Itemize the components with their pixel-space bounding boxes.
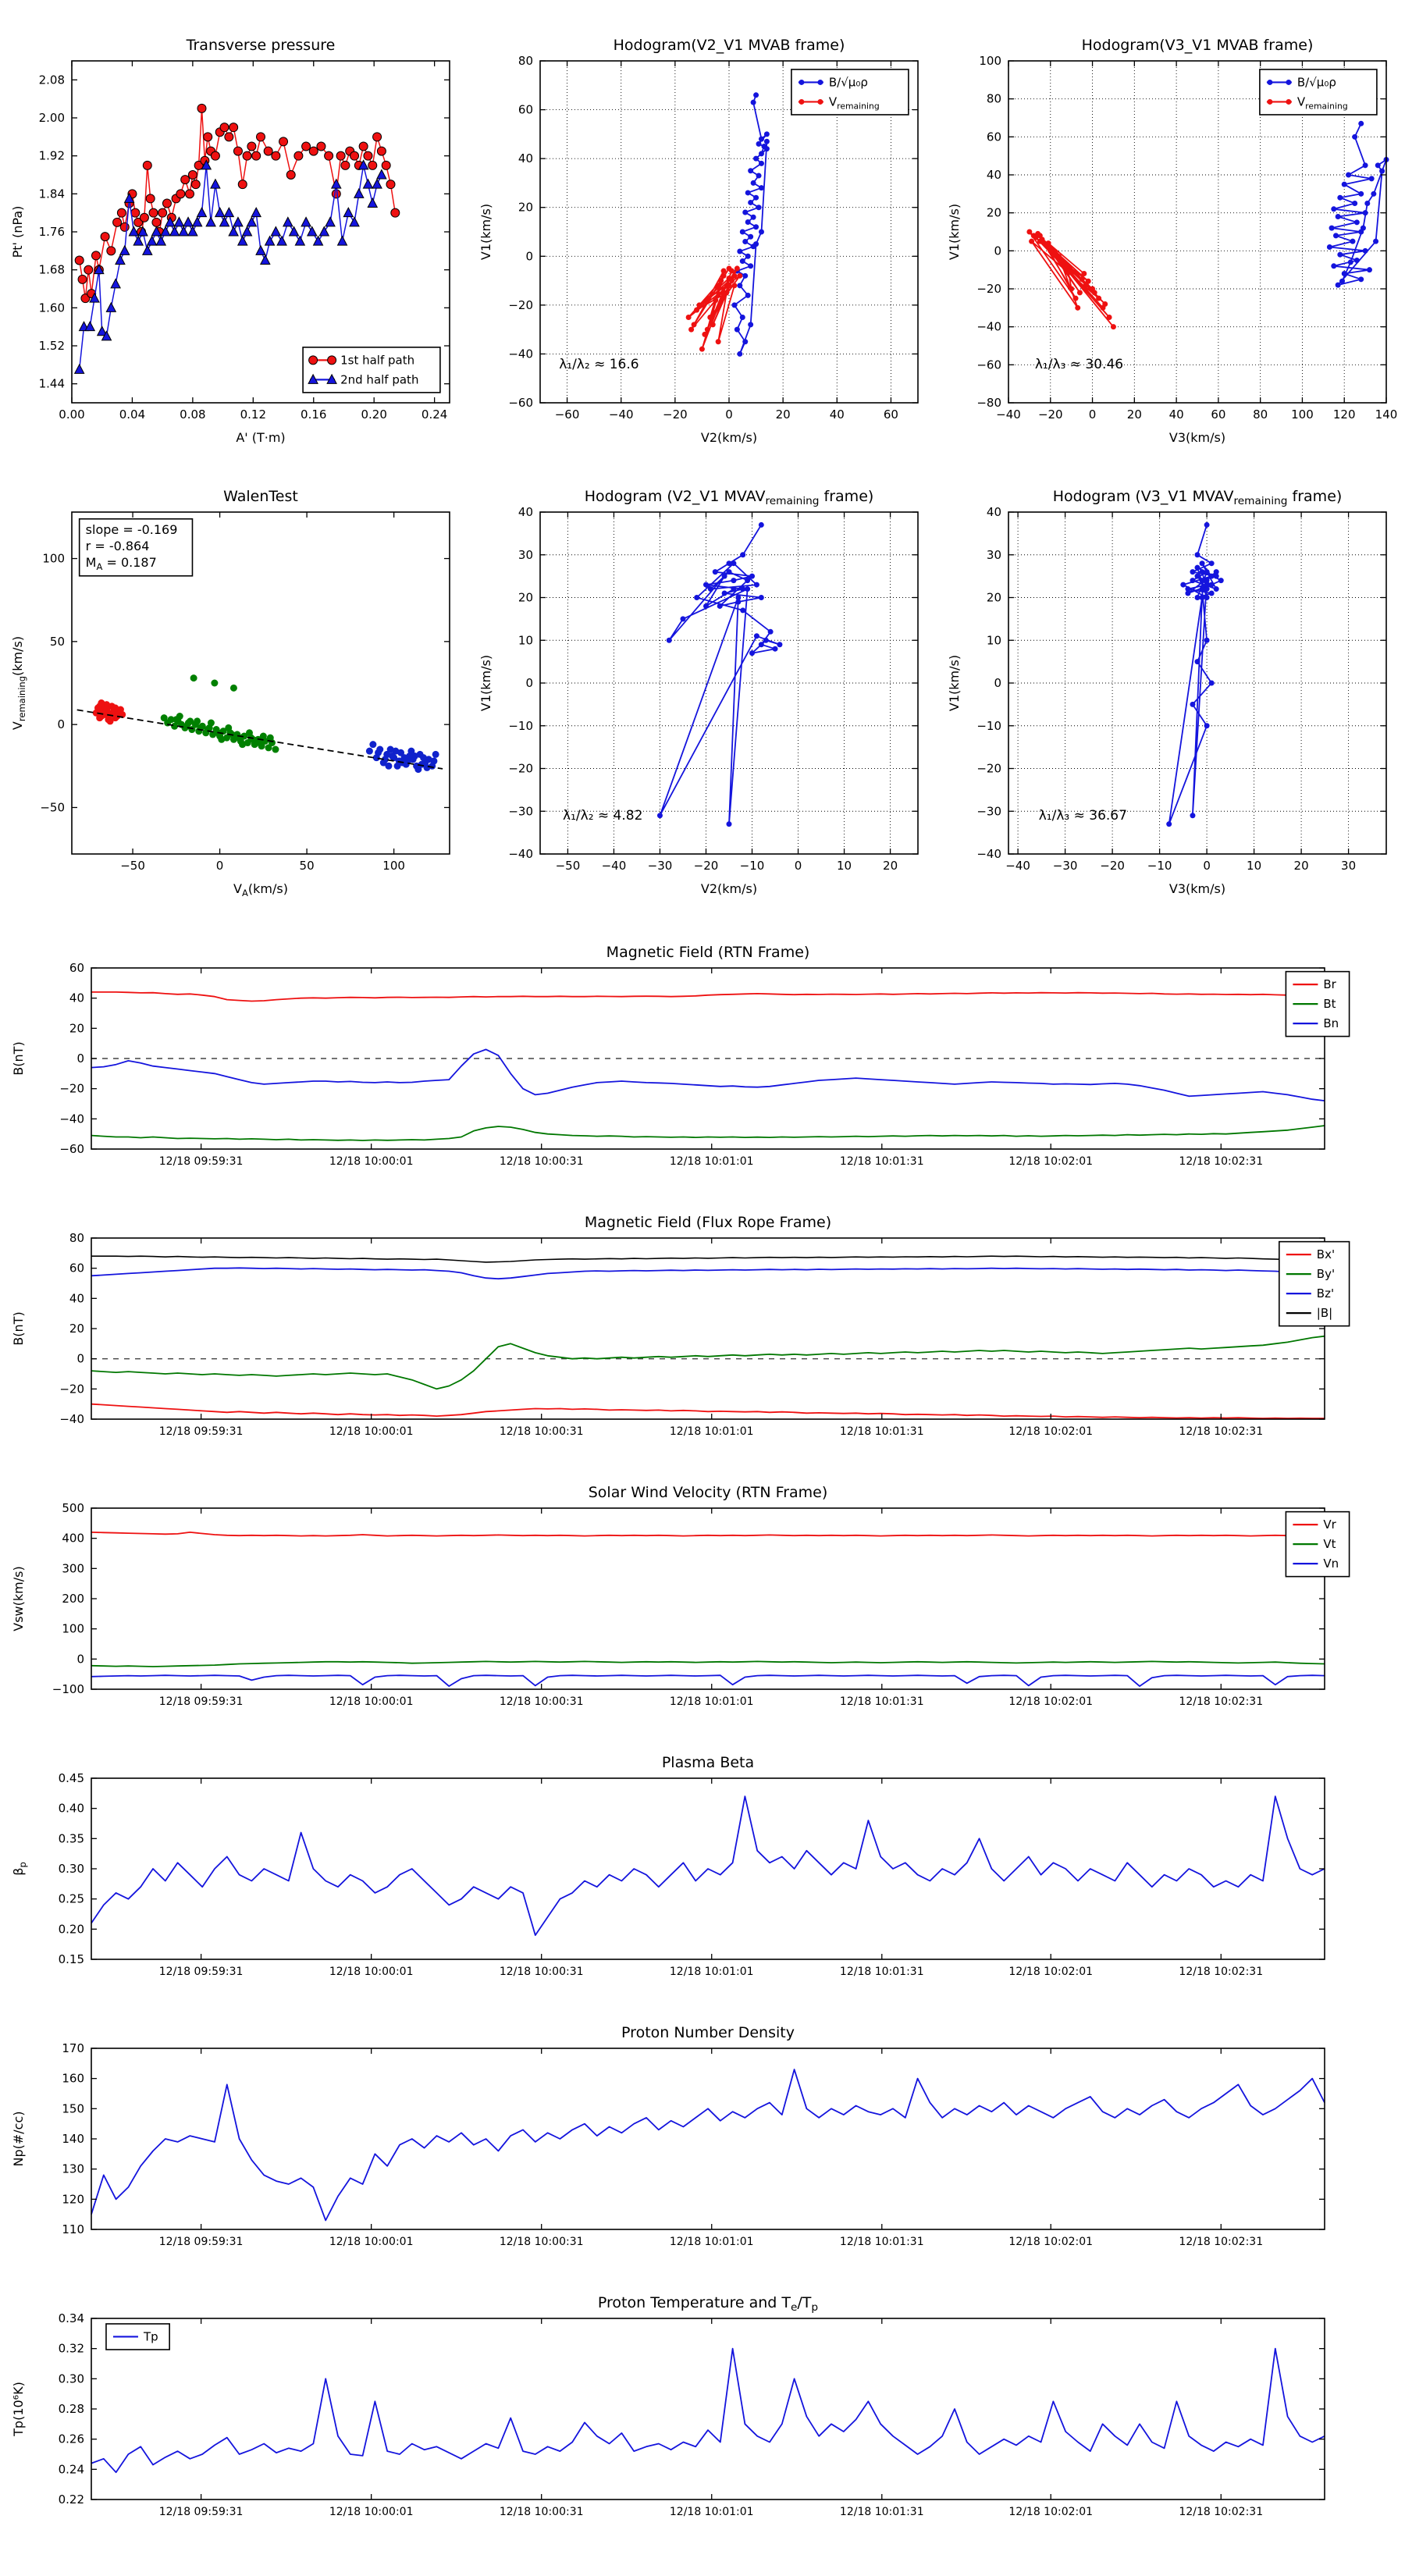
series-fit line [77, 710, 443, 769]
series-B over sqrt(mu0 rho) [1166, 522, 1224, 827]
series-B over sqrt(mu0 rho) [657, 522, 782, 827]
y-tick-label: 300 [62, 1561, 84, 1576]
series-Tp [91, 2349, 1325, 2473]
x-axis-label: A' (T·m) [236, 430, 286, 445]
y-tick-label: 0.30 [58, 2371, 84, 2386]
y-tick-label: 0 [994, 676, 1001, 690]
x-axis-label: V3(km/s) [1168, 881, 1226, 896]
x-tick-label: 12/18 10:01:31 [839, 2236, 924, 2248]
x-tick-label: 12/18 09:59:31 [158, 1966, 244, 1978]
x-tick-label: 120 [1332, 407, 1356, 422]
legend-label: Bz' [1316, 1286, 1335, 1301]
y-tick-label: 160 [62, 2071, 84, 2086]
y-tick-label: 140 [62, 2132, 84, 2146]
series-Vr [91, 1532, 1325, 1536]
y-tick-label: 10 [986, 633, 1001, 648]
y-tick-label: 40 [986, 505, 1001, 519]
y-axis-label: V1(km/s) [478, 203, 493, 261]
y-tick-label: 0.24 [58, 2462, 84, 2477]
y-tick-label: 60 [69, 1261, 84, 1276]
x-tick-label: −20 [663, 407, 688, 422]
y-tick-label: 0.45 [58, 1771, 84, 1785]
y-tick-label: 1.60 [38, 301, 65, 315]
x-tick-label: 140 [1375, 407, 1398, 422]
chart-proton-temperature [4, 2287, 1401, 2537]
annotation: λ₁/λ₂ ≈ 4.82 [563, 808, 643, 824]
x-tick-label: −60 [554, 407, 580, 422]
x-tick-label: −50 [555, 859, 581, 873]
series-Bt [91, 1126, 1325, 1140]
stats-box [80, 519, 193, 576]
series-first half [93, 699, 126, 724]
y-tick-label: 0 [525, 676, 533, 690]
y-tick-label: 40 [69, 991, 84, 1005]
y-tick-label: −40 [508, 347, 533, 361]
y-tick-label: 0 [76, 1652, 84, 1667]
chart-title: Plasma Beta [661, 1754, 755, 1771]
chart-walen-test [3, 471, 464, 902]
x-axis-label: V2(km/s) [700, 430, 758, 445]
y-tick-label: 0.20 [58, 1922, 84, 1937]
y-tick-label: −40 [59, 1112, 84, 1126]
x-tick-label: 12/18 10:02:31 [1179, 2236, 1264, 2248]
y-tick-label: −80 [976, 396, 1001, 410]
x-tick-label: 12/18 10:00:31 [499, 2506, 584, 2518]
x-tick-label: 10 [837, 859, 852, 873]
y-tick-label: 2.08 [38, 73, 65, 87]
chart-proton-number-density [4, 2017, 1401, 2267]
y-tick-label: −40 [976, 319, 1001, 334]
legend-label: Vt [1323, 1537, 1336, 1552]
chart-magnetic-field-rtn [4, 937, 1401, 1187]
series-B over sqrt(mu0 rho) [1327, 121, 1389, 288]
series-middle [161, 674, 279, 753]
x-tick-label: 0 [1203, 859, 1211, 873]
x-tick-label: 0 [794, 859, 802, 873]
x-tick-label: 12/18 10:01:01 [669, 1425, 754, 1438]
x-tick-label: 12/18 10:02:01 [1008, 1966, 1094, 1978]
x-tick-label: 60 [883, 407, 898, 422]
legend [1260, 69, 1377, 115]
y-tick-label: 20 [986, 590, 1001, 605]
series-V remaining [1026, 229, 1116, 330]
x-tick-label: −20 [1037, 407, 1063, 422]
x-tick-label: 0.20 [361, 407, 387, 422]
legend-label: $V_{remaining}$ [828, 94, 880, 112]
y-axis-label: $\beta_p$ [11, 1862, 28, 1876]
legend-label: 2nd half path [340, 372, 419, 387]
x-tick-label: 12/18 10:01:31 [839, 1966, 924, 1978]
y-tick-label: 1.44 [38, 376, 65, 391]
scatter-row-2 [0, 471, 1405, 902]
y-tick-label: 170 [62, 2041, 84, 2055]
y-tick-label: 0.40 [58, 1801, 84, 1816]
series-Vt [91, 1661, 1325, 1667]
y-tick-label: −10 [976, 718, 1001, 733]
legend-label: By' [1316, 1267, 1336, 1282]
legend-label: Vr [1323, 1517, 1336, 1532]
y-tick-label: 0 [76, 1051, 84, 1066]
y-tick-label: 20 [69, 1322, 84, 1336]
legend [303, 347, 440, 393]
x-tick-label: 12/18 10:02:01 [1008, 2506, 1094, 2518]
y-axis-label: Vsw(km/s) [11, 1566, 26, 1631]
y-tick-label: −10 [508, 718, 533, 733]
y-tick-label: 0.15 [58, 1952, 84, 1966]
y-tick-label: 80 [69, 1231, 84, 1245]
x-tick-label: 12/18 09:59:31 [158, 2236, 244, 2248]
legend-label: Bn [1323, 1016, 1339, 1031]
y-tick-label: −20 [976, 282, 1001, 296]
y-tick-label: 400 [62, 1531, 84, 1546]
x-tick-label: 12/18 10:00:31 [499, 2236, 584, 2248]
x-tick-label: 12/18 10:00:31 [499, 1425, 584, 1438]
x-tick-label: 12/18 09:59:31 [158, 1695, 244, 1708]
chart-title: Magnetic Field (Flux Rope Frame) [584, 1214, 832, 1231]
x-tick-label: 12/18 10:01:01 [669, 1695, 754, 1708]
y-tick-label: 40 [518, 505, 533, 519]
legend [1286, 1512, 1349, 1577]
chart-title: Proton Number Density [621, 2024, 795, 2041]
y-tick-label: 150 [62, 2101, 84, 2116]
y-tick-label: 1.52 [38, 339, 65, 353]
chart-title: Hodogram(V3_V1 MVAB frame) [1081, 37, 1314, 54]
x-tick-label: 0.12 [240, 407, 267, 422]
y-tick-label: −100 [52, 1682, 84, 1696]
x-tick-label: −40 [601, 859, 627, 873]
time-series-column [0, 937, 1405, 2537]
y-tick-label: 1.84 [38, 187, 65, 201]
multi-panel-figure [0, 20, 1405, 2537]
y-tick-label: 0 [525, 249, 533, 264]
x-tick-label: 12/18 10:00:01 [329, 1155, 414, 1168]
x-tick-label: −10 [739, 859, 765, 873]
chart-title: Solar Wind Velocity (RTN Frame) [588, 1484, 828, 1501]
y-tick-label: 60 [986, 130, 1001, 144]
y-tick-label: −60 [59, 1142, 84, 1156]
y-tick-label: 2.00 [38, 111, 65, 125]
y-tick-label: 1.76 [38, 225, 65, 239]
y-tick-label: −40 [59, 1412, 84, 1426]
y-tick-label: −60 [976, 358, 1001, 372]
y-tick-label: 0.34 [58, 2311, 84, 2325]
x-tick-label: 12/18 09:59:31 [158, 1155, 244, 1168]
chart-title: Hodogram(V2_V1 MVAB frame) [613, 37, 845, 54]
scatter-row-1 [0, 20, 1405, 451]
y-tick-label: 20 [518, 590, 533, 605]
legend-label: B/√μ₀ρ [828, 75, 868, 90]
y-tick-label: 0 [76, 1351, 84, 1366]
x-tick-label: 20 [1126, 407, 1142, 422]
series-beta [91, 1796, 1325, 1935]
x-tick-label: 20 [883, 859, 898, 873]
legend-label: Tp [143, 2329, 158, 2344]
y-tick-label: −30 [508, 804, 533, 819]
y-tick-label: 200 [62, 1592, 84, 1606]
annotation: λ₁/λ₂ ≈ 16.6 [559, 357, 639, 373]
y-axis-label: B(nT) [11, 1311, 26, 1346]
legend-label: Bt [1323, 997, 1336, 1012]
y-tick-label: 10 [518, 633, 533, 648]
series-Br [91, 992, 1325, 1002]
x-tick-label: 12/18 10:02:31 [1179, 1966, 1264, 1978]
y-tick-label: 120 [62, 2192, 84, 2207]
x-tick-label: 12/18 10:01:01 [669, 1966, 754, 1978]
y-axis-label: $V_{remaining}(km/s)$ [10, 635, 27, 731]
x-tick-label: 40 [1168, 407, 1184, 422]
x-tick-label: 50 [299, 859, 315, 873]
x-tick-label: −40 [996, 407, 1021, 422]
x-tick-label: 100 [1291, 407, 1314, 422]
x-tick-label: 12/18 10:01:31 [839, 1425, 924, 1438]
y-axis-label: B(nT) [11, 1041, 26, 1076]
y-tick-label: 40 [69, 1291, 84, 1306]
legend-label: 1st half path [340, 353, 415, 368]
chart-title: Hodogram (V3_V1 $MVAV_{remaining}$ frame) [1052, 488, 1343, 507]
x-tick-label: 10 [1247, 859, 1262, 873]
y-tick-label: 0.22 [58, 2492, 84, 2507]
x-tick-label: 12/18 10:01:31 [839, 1155, 924, 1168]
y-tick-label: 0.30 [58, 1862, 84, 1876]
x-tick-label: 12/18 10:02:31 [1179, 1425, 1264, 1438]
x-tick-label: 20 [1293, 859, 1309, 873]
x-tick-label: 12/18 10:00:31 [499, 1695, 584, 1708]
x-tick-label: 40 [829, 407, 845, 422]
chart-title: WalenTest [223, 488, 298, 505]
x-tick-label: 0.00 [59, 407, 85, 422]
series-Bz' [91, 1268, 1325, 1279]
x-tick-label: 0 [1088, 407, 1097, 422]
y-tick-label: −20 [59, 1382, 84, 1397]
svg-text:MA​ = 0.187: $M_A = 0.187$ [85, 554, 157, 572]
x-tick-label: 12/18 10:02:31 [1179, 1155, 1264, 1168]
y-axis-label: V1(km/s) [947, 203, 962, 261]
x-tick-label: 12/18 10:00:01 [329, 2236, 414, 2248]
x-tick-label: 0 [725, 407, 733, 422]
y-tick-label: −30 [976, 804, 1001, 819]
chart-magnetic-field-flux-rope [4, 1207, 1401, 1457]
svg-text:slope = -0.169: slope = -0.169 [85, 521, 178, 537]
legend-label: |B| [1316, 1306, 1333, 1321]
series-second half [366, 741, 439, 773]
x-axis-label: V3(km/s) [1168, 430, 1226, 445]
chart-plasma-beta [4, 1747, 1401, 1997]
chart-title: Transverse pressure [186, 37, 336, 54]
legend-label: $V_{remaining}$ [1297, 94, 1348, 112]
series-Vn [91, 1675, 1325, 1686]
y-tick-label: 1.92 [38, 148, 65, 163]
y-tick-label: 80 [986, 91, 1001, 106]
y-tick-label: 0.32 [58, 2341, 84, 2356]
y-axis-label: V1(km/s) [947, 654, 962, 712]
y-tick-label: −60 [508, 396, 533, 410]
x-tick-label: 12/18 10:02:31 [1179, 1695, 1264, 1708]
y-tick-label: 0.25 [58, 1891, 84, 1906]
x-tick-label: 0.04 [119, 407, 146, 422]
x-axis-label: V2(km/s) [700, 881, 758, 896]
y-tick-label: 0.28 [58, 2402, 84, 2416]
chart-title: Hodogram (V2_V1 $MVAV_{remaining}$ frame) [584, 488, 874, 507]
x-tick-label: 12/18 10:02:01 [1008, 1425, 1094, 1438]
chart-hodogram-v3v1-mvav-remaining [940, 471, 1400, 902]
y-tick-label: −20 [59, 1081, 84, 1096]
chart-hodogram-v2v1-mvav-remaining [471, 471, 932, 902]
y-tick-label: 0 [994, 244, 1001, 258]
axes [59, 2311, 1325, 2518]
x-tick-label: −30 [647, 859, 673, 873]
x-tick-label: 12/18 10:02:01 [1008, 1695, 1094, 1708]
series-1st half path [75, 104, 400, 302]
x-tick-label: 12/18 10:02:01 [1008, 2236, 1094, 2248]
x-tick-label: 80 [1253, 407, 1268, 422]
x-tick-label: 12/18 10:00:01 [329, 1966, 414, 1978]
y-tick-label: 30 [986, 547, 1001, 562]
series-Bx' [91, 1404, 1325, 1418]
x-tick-label: 12/18 10:01:01 [669, 1155, 754, 1168]
x-tick-label: 0 [215, 859, 224, 873]
y-tick-label: 20 [986, 205, 1001, 220]
x-tick-label: 12/18 10:01:31 [839, 1695, 924, 1708]
x-tick-label: −20 [693, 859, 719, 873]
chart-title: Magnetic Field (RTN Frame) [606, 944, 810, 961]
y-tick-label: 0.26 [58, 2432, 84, 2446]
x-tick-label: 12/18 10:00:01 [329, 1425, 414, 1438]
axes [62, 2041, 1325, 2248]
y-tick-label: 100 [42, 551, 65, 566]
x-tick-label: 0.08 [180, 407, 206, 422]
y-tick-label: 40 [986, 168, 1001, 182]
y-tick-label: 0 [57, 717, 65, 732]
x-tick-label: 12/18 09:59:31 [158, 1425, 244, 1438]
x-axis-label: $V_A(km/s)$ [233, 881, 288, 898]
legend [106, 2324, 169, 2350]
chart-hodogram-v2v1-mvab [471, 20, 932, 451]
x-tick-label: 0.24 [421, 407, 448, 422]
series-|B| [91, 1256, 1325, 1262]
grid [1008, 512, 1386, 854]
chart-hodogram-v3v1-mvab [940, 20, 1400, 451]
x-tick-label: −50 [120, 859, 145, 873]
y-tick-label: −20 [508, 297, 533, 312]
y-tick-label: 50 [49, 634, 65, 649]
x-tick-label: 12/18 10:02:31 [1179, 2506, 1264, 2518]
y-tick-label: 30 [518, 547, 533, 562]
x-tick-label: −10 [1147, 859, 1172, 873]
y-tick-label: 100 [62, 1621, 84, 1636]
y-tick-label: −20 [976, 761, 1001, 776]
y-tick-label: 0.35 [58, 1831, 84, 1846]
y-tick-label: 110 [62, 2222, 84, 2236]
y-tick-label: 60 [69, 961, 84, 975]
x-tick-label: 12/18 10:00:01 [329, 2506, 414, 2518]
x-tick-label: 12/18 10:01:31 [839, 2506, 924, 2518]
x-tick-label: 12/18 09:59:31 [158, 2506, 244, 2518]
annotation: λ₁/λ₃ ≈ 30.46 [1034, 357, 1124, 373]
x-tick-label: 12/18 10:00:31 [499, 1966, 584, 1978]
y-tick-label: −40 [976, 847, 1001, 861]
x-tick-label: −40 [608, 407, 634, 422]
y-tick-label: 500 [62, 1501, 84, 1515]
legend [791, 69, 909, 115]
y-tick-label: 100 [979, 54, 1001, 68]
y-axis-label: Pt' (nPa) [10, 205, 25, 258]
x-tick-label: −20 [1100, 859, 1125, 873]
chart-solar-wind-velocity-rtn [4, 1477, 1401, 1727]
y-tick-label: 1.68 [38, 262, 65, 277]
y-tick-label: −20 [508, 761, 533, 776]
x-tick-label: 30 [1341, 859, 1357, 873]
x-tick-label: −40 [1005, 859, 1030, 873]
chart-transverse-pressure [3, 20, 464, 451]
x-tick-label: 12/18 10:00:01 [329, 1695, 414, 1708]
y-tick-label: −40 [508, 847, 533, 861]
y-axis-label: V1(km/s) [478, 654, 493, 712]
x-tick-label: 100 [382, 859, 405, 873]
x-tick-label: 12/18 10:01:01 [669, 2236, 754, 2248]
y-tick-label: 40 [518, 151, 533, 166]
series-B over sqrt(mu0 rho) [731, 92, 769, 357]
x-tick-label: 60 [1211, 407, 1226, 422]
x-tick-label: −30 [1052, 859, 1078, 873]
x-tick-label: 12/18 10:00:31 [499, 1155, 584, 1168]
y-tick-label: 20 [518, 200, 533, 215]
svg-text:r = -0.864: r = -0.864 [85, 538, 150, 553]
x-tick-label: 20 [775, 407, 791, 422]
legend-label: Bx' [1316, 1247, 1336, 1262]
series-By' [91, 1336, 1325, 1389]
series-V remaining [686, 265, 743, 351]
x-tick-label: 0.16 [301, 407, 327, 422]
y-axis-label: Np(#/cc) [11, 2111, 26, 2167]
y-tick-label: 20 [69, 1021, 84, 1036]
annotation: λ₁/λ₃ ≈ 36.67 [1038, 808, 1127, 824]
y-tick-label: −50 [40, 800, 65, 815]
y-tick-label: 60 [518, 102, 533, 117]
x-tick-label: 12/18 10:02:01 [1008, 1155, 1094, 1168]
legend-label: Vn [1323, 1557, 1339, 1571]
axes [59, 1231, 1325, 1438]
legend-label: B/√μ₀ρ [1297, 75, 1336, 90]
legend [1279, 1242, 1350, 1326]
legend [1286, 972, 1349, 1037]
series-Bn [91, 1049, 1325, 1101]
y-tick-label: 80 [518, 54, 533, 68]
y-axis-label: Tp(10⁶K) [11, 2382, 26, 2436]
series-Np [91, 2069, 1325, 2220]
chart-title: Proton Temperature and $T_e/T_p$ [597, 2294, 819, 2314]
y-tick-label: 130 [62, 2161, 84, 2176]
x-tick-label: 12/18 10:01:01 [669, 2506, 754, 2518]
legend-label: Br [1323, 977, 1336, 992]
